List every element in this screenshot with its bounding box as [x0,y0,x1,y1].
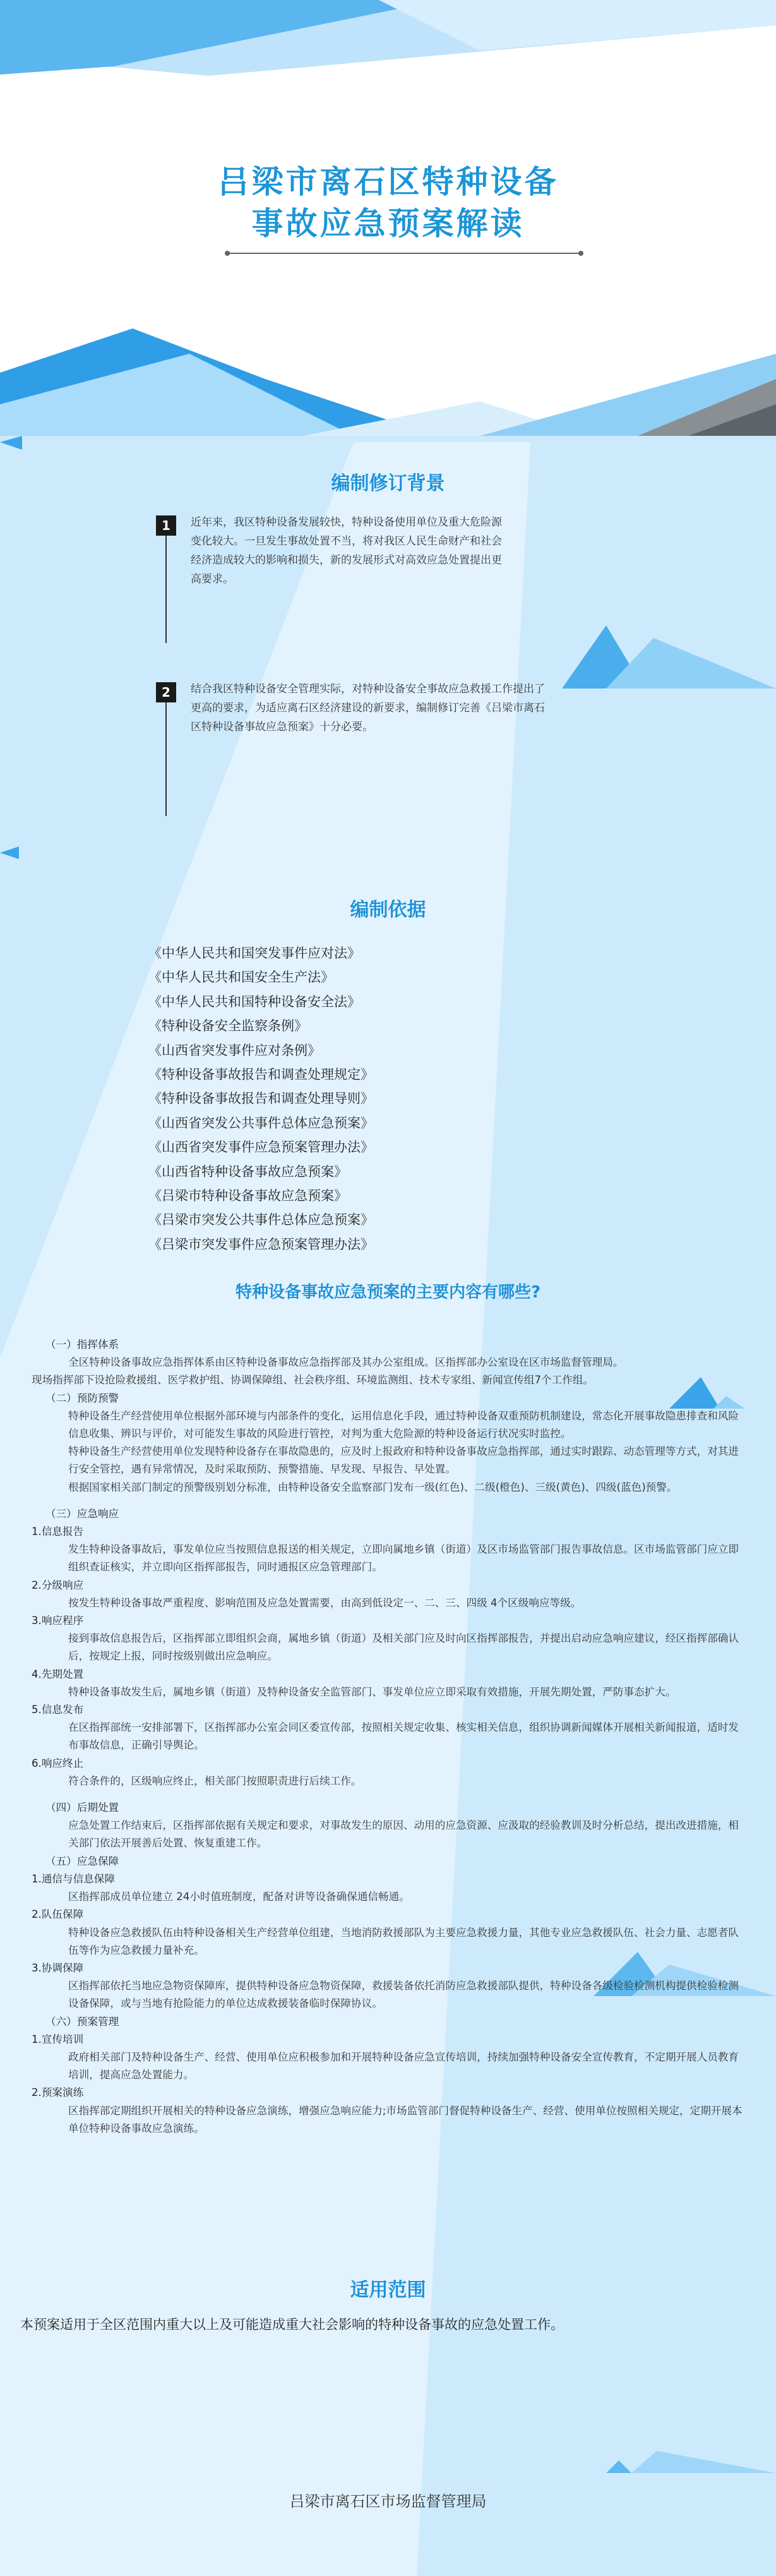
list-item: 《山西省特种设备事故应急预案》 [148,1164,347,1179]
title-line-2: 事故应急预案解读 [251,205,525,242]
list-item: 《中华人民共和国安全生产法》 [148,970,334,985]
list-item: 《特种设备安全监察条例》 [148,1018,307,1034]
content-heading: （六）预案管理 [45,2015,119,2028]
scope-text: 本预案适用于全区范围内重大以上及可能造成重大社会影响的特种设备事故的应急处置工作。 [20,2317,564,2332]
title-line-1: 吕梁市离石区特种设备 [217,164,559,200]
revision-item-2-text: 结合我区特种设备安全管理实际，对特种设备安全事故应急救援工作提出了更高的要求，为适应离石区经济建设的新要求，编制修订完善《吕梁市离石区特种设备事故应急预案》十分必要。 [191,683,545,733]
basis-list [148,941,654,1256]
list-item: 《山西省突发事件应急预案管理办法》 [148,1140,374,1155]
list-item: 《中华人民共和国特种设备安全法》 [148,994,361,1009]
content-subheading: 2.预案演练 [32,2086,84,2099]
list-item: 《中华人民共和国突发事件应对法》 [148,946,361,961]
list-item: 《吕梁市突发事件应急预案管理办法》 [148,1236,374,1252]
content-subheading: 6.响应终止 [32,1757,84,1769]
content-paragraph: 政府相关部门及特种设备生产、经营、使用单位应积极参加和开展特种设备应急宣传培训，持续加强特种设备安全宣传教育，不定期开展人员教育培训，提高应急处置能力。 [68,2050,739,2081]
content-paragraph: 特种设备生产经营使用单位发现特种设备存在事故隐患的，应及时上报政府和特种设备事故应急指挥部，通过实时跟踪、动态管理等方式，对其进行安全管控，遇有异常情况，及时采取预防、预警措施、早发现、早报告、早处置。 [68,1445,739,1476]
title-divider [227,253,581,254]
content-subheading: 3.协调保障 [32,1961,84,1974]
content-paragraph: 按发生特种设备事故严重程度、影响范围及应急处置需要，由高到低设定一、二、三、四级 4个区级响应等级。 [68,1596,582,1609]
item-connector-2 [165,702,167,816]
content-subheading: 3.响应程序 [32,1615,84,1627]
content-subheading: 2.分级响应 [32,1579,84,1591]
content-subheading: 5.信息发布 [32,1704,84,1716]
item-connector-1 [165,536,167,643]
content-paragraph: 区指挥部定期组织开展相关的特种设备应急演练，增强应急响应能力;市场监管部门督促特种设备生产、经营、使用单位按照相关规定，定期开展本单位特种设备事故应急演练。 [68,2104,743,2134]
content-paragraph: 在区指挥部统一安排部署下，区指挥部办公室会同区委宣传部，按照相关规定收集、核实相关信息，组织协调新闻媒体开展相关新闻报道，适时发布事故信息，正确引导舆论。 [68,1721,739,1752]
content-paragraph: 区指挥部成员单位建立 24小时值班制度，配备对讲等设备确保通信畅通。 [68,1891,410,1903]
list-item: 《吕梁市突发公共事件总体应急预案》 [148,1212,374,1228]
item-number-1: 1 [156,515,176,536]
main-content [32,1336,745,2138]
list-item: 《吕梁市特种设备事故应急预案》 [148,1188,347,1204]
list-item: 《特种设备事故报告和调查处理导则》 [148,1091,374,1107]
content-paragraph: 接到事故信息报告后，区指挥部立即组织会商，属地乡镇（街道）及相关部门应及时向区指挥部报告，并提出启动应急响应建议，经区指挥部确认后，按规定上报，同时按级别做出应急响应。 [68,1632,739,1663]
content-paragraph: 现场指挥部下设抢险救援组、医学救护组、协调保障组、社会秩序组、环境监测组、技术专家组、新闻宣传组7个工作组。 [32,1374,594,1387]
content-paragraph: 应急处置工作结束后，区指挥部依据有关规定和要求，对事故发生的原因、动用的应急资源、应汲取的经验教训及时分析总结，提出改进措施，相关部门依法开展善后处置、恢复重建工作。 [68,1819,739,1850]
header-banner [0,0,776,436]
content-subheading: 1.宣传培训 [32,2033,84,2045]
content-subheading: 1.信息报告 [32,1526,84,1538]
content-paragraph: 特种设备生产经营使用单位根据外部环境与内部条件的变化，运用信息化手段，通过特种设备双重预防机制建设，常态化开展事故隐患排查和风险信息收集、辨识与评价，对可能发生事故的风险进行管控，对判为重大危险源的特种设备运行状况实时监控。 [68,1409,739,1440]
content-subheading: 1.通信与信息保障 [32,1872,115,1885]
content-paragraph: 符合条件的，区级响应终止，相关部门按照职责进行后续工作。 [68,1774,362,1787]
content-paragraph: 全区特种设备事故应急指挥体系由区特种设备事故应急指挥部及其办公室组成。区指挥部办公室设在区市场监督管理局。 [68,1356,624,1369]
list-item: 《山西省突发事件应对条例》 [148,1042,321,1058]
section-title-basis: 编制依据 [350,899,426,921]
content-subheading: 2.队伍保障 [32,1908,84,1921]
revision-item-1-text: 近年来，我区特种设备发展较快，特种设备使用单位及重大危险源变化较大。一旦发生事故处置不当，将对我区人民生命财产和社会经济造成较大的影响和损失，新的发展形式对高效应急处置提出更高要求。 [191,516,502,586]
content-heading: （二）预防预警 [45,1392,119,1404]
content-heading: （四）后期处置 [45,1802,119,1814]
content-paragraph: 特种设备事故发生后，属地乡镇（街道）及特种设备安全监管部门、事发单位应立即采取有效措施，开展先期处置，严防事态扩大。 [68,1685,676,1698]
list-item: 《特种设备事故报告和调查处理规定》 [148,1067,374,1083]
list-item: 《山西省突发公共事件总体应急预案》 [148,1115,374,1131]
footer-org: 吕梁市离石区市场监督管理局 [289,2493,487,2510]
section-title-scope: 适用范围 [350,2279,426,2301]
content-paragraph: 根据国家相关部门制定的预警级别划分标准，由特种设备安全监察部门发布一级(红色)、二级(橙色)、三级(黄色)、四级(蓝色)预警。 [68,1481,678,1493]
content-heading: （一）指挥体系 [45,1339,119,1351]
section-title-main: 特种设备事故应急预案的主要内容有哪些? [235,1283,541,1302]
content-heading: （三）应急响应 [45,1507,119,1520]
content-paragraph: 区指挥部依托当地应急物资保障库，提供特种设备应急物资保障，救援装备依托消防应急救援部队提供，特种设备各级检验检测机构提供检验检测设备保障，或与当地有抢险能力的单位达成救援装备临时保障协议。 [68,1980,739,2010]
content-paragraph: 特种设备应急救援队伍由特种设备相关生产经营单位组建，当地消防救援部队为主要应急救援力量，其他专业应急救援队伍、社会力量、志愿者队伍等作为应急救援力量补充。 [68,1926,739,1956]
content-heading: （五）应急保障 [45,1855,119,1867]
content-subheading: 4.先期处置 [32,1668,84,1680]
page-title [0,161,776,244]
section-title-revision: 编制修订背景 [331,472,445,495]
content-paragraph: 发生特种设备事故后，事发单位应当按照信息报送的相关规定，立即向属地乡镇（街道）及区市场监管部门报告事故信息。区市场监管部门应立即组织查证核实，并立即向区指挥部报告，同时通报区应急管理部门。 [68,1543,739,1574]
content-body [0,436,776,2576]
item-number-2: 2 [156,682,176,702]
